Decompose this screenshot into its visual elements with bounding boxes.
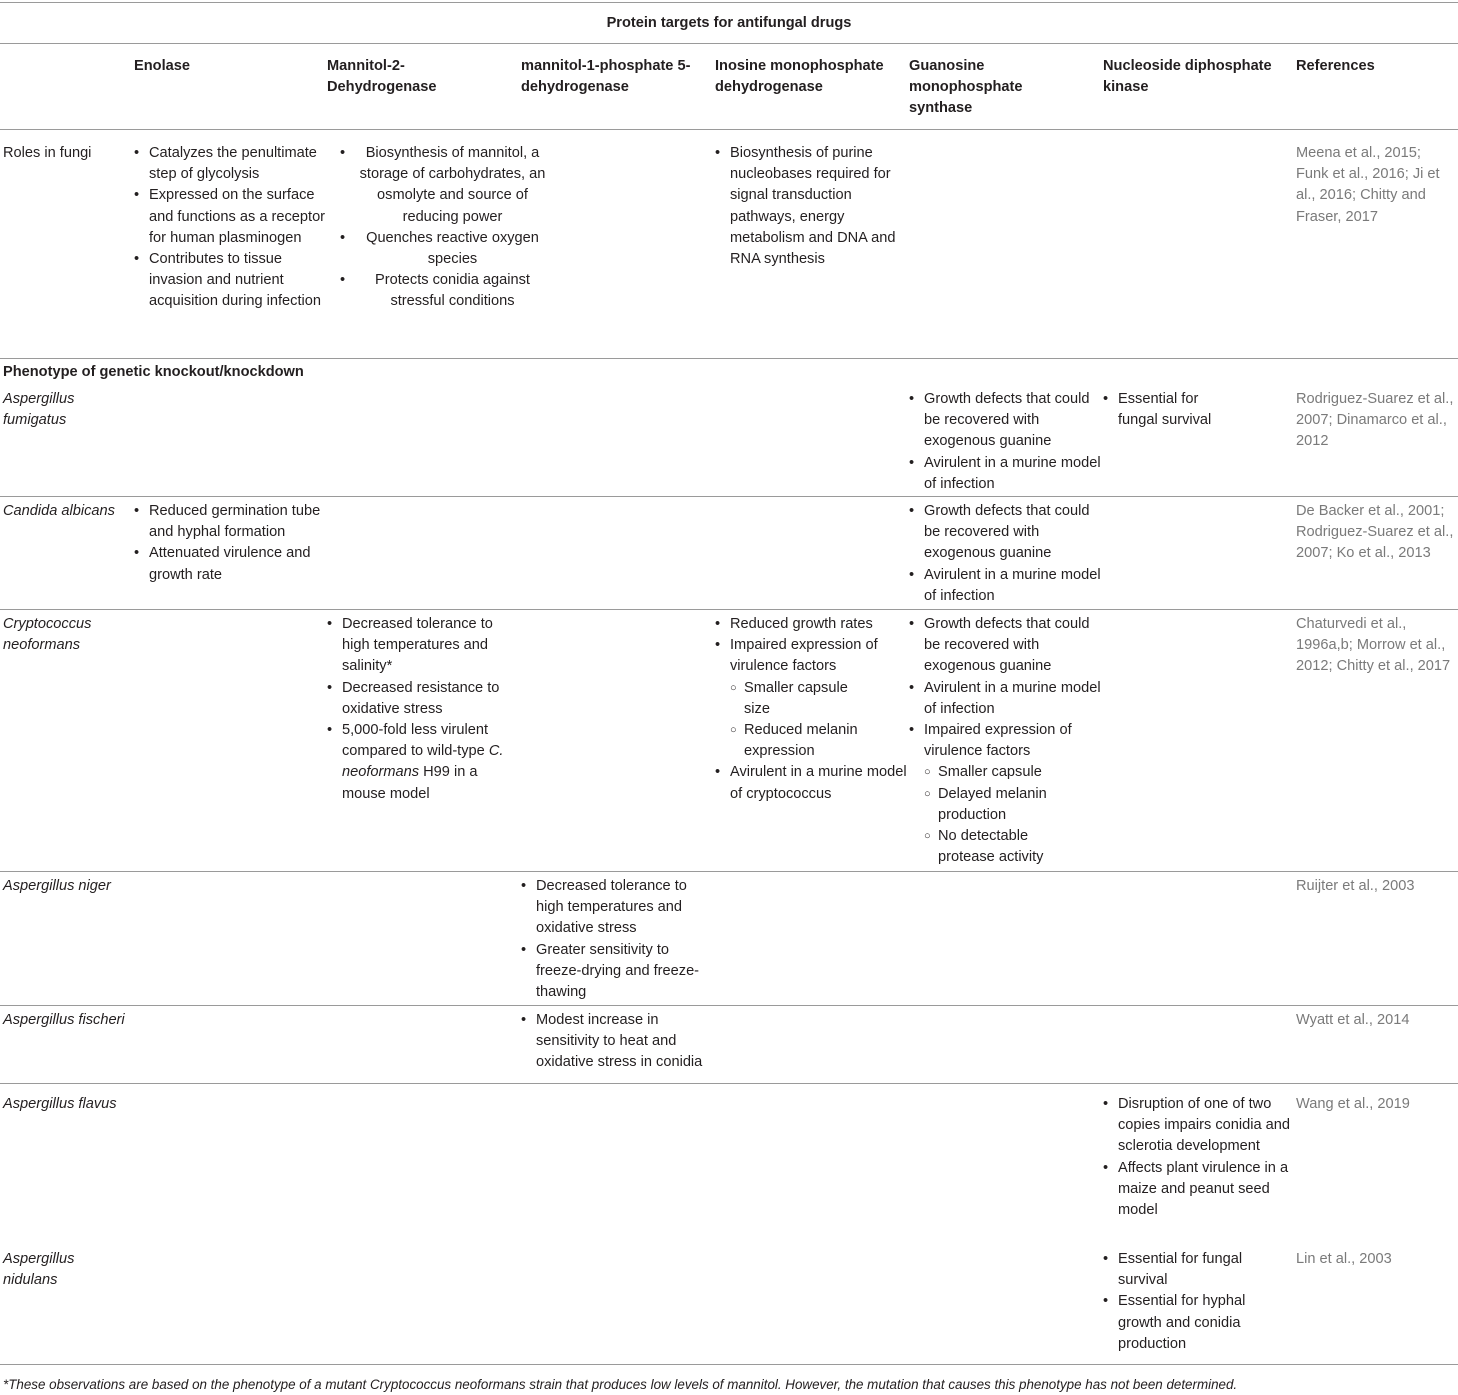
rule-before-section [0,358,1458,359]
list-item: • Essential for hyphal growth and conidia production [1103,1291,1263,1355]
list-item [715,635,907,762]
table-title: Protein targets for antifungal drugs [606,15,852,31]
list-item: • Expressed on the surface and functions as a receptor for human plasminogen [134,185,326,249]
list-item: • Biosynthesis of mannitol, a storage of carbohydrates, an osmolyte and source of reducing power [340,143,550,228]
strain-name: C. neoformans [342,743,504,781]
row-label-aspergillus-niger: Aspergillus niger [3,878,111,894]
reference-aspergillus-fumigatus: Rodriguez-Suarez et al., 2007; Dinamarco et al., 2012 [1296,391,1454,450]
sub-list-item: ○ Smaller capsule size [730,678,870,720]
afischeri-m1p-list [521,1010,714,1074]
rule-row [0,609,1458,610]
col-header-nucleoside-diphosphate-kinase: Nucleoside diphosphate kinase [1103,58,1272,96]
list-item: • Decreased tolerance to high temperatures and salinity* [327,614,507,678]
row-label-cryptococcus-neoformans: Cryptococcus neoformans [3,616,92,654]
sub-list [730,678,870,763]
list-item: • Attenuated virulence and growth rate [134,543,327,585]
roles-enolase-list [134,143,326,313]
col-header-references: References [1296,58,1375,74]
rule-row [0,496,1458,497]
row-label-aspergillus-nidulans: Aspergillus nidulans [3,1251,75,1289]
sub-list-item: ○ Reduced melanin expression [730,720,870,762]
sub-list-item: ○ Delayed melanin production [924,784,1049,826]
list-item: • Reduced germination tube and hyphal formation [134,501,327,543]
list-item: • Catalyzes the penultimate step of glycolysis [134,143,326,185]
list-item-text: 5,000-fold less virulent compared to wild-type [342,722,489,760]
aniger-m1p-list [521,876,706,1003]
list-item: • Reduced growth rates [715,614,907,635]
rule-row [0,1005,1458,1006]
sub-list-item: ○ No detectable protease activity [924,826,1049,868]
anidulans-ndk-list [1103,1249,1263,1355]
reference-aspergillus-fischeri: Wyatt et al., 2014 [1296,1012,1410,1028]
cneoformans-m2dh-list [327,614,507,805]
list-item [909,720,1102,868]
cneoformans-gmps-list [909,614,1102,868]
list-item-text: Impaired expression of virulence factors [730,637,878,675]
row-label-aspergillus-flavus: Aspergillus flavus [3,1096,117,1112]
reference-cryptococcus-neoformans: Chaturvedi et al., 1996a,b; Morrow et al., 2012; Chitty et al., 2017 [1296,616,1451,675]
cneoformans-impdh-list [715,614,907,805]
reference-aspergillus-nidulans: Lin et al., 2003 [1296,1251,1392,1267]
afumigatus-gmps-list [909,389,1102,495]
list-item: • Protects conidia against stressful conditions [340,270,550,312]
roles-impdh-list [715,143,907,270]
rule-row [0,1083,1458,1084]
calbicans-gmps-list [909,501,1102,607]
row-label-candida-albicans: Candida albicans [3,503,115,519]
reference-candida-albicans: De Backer et al., 2001; Rodriguez-Suarez et al., 2007; Ko et al., 2013 [1296,503,1454,562]
col-header-guanosine-monophosphate-synthase: Guanosine monophosphate synthase [909,58,1023,117]
list-item [327,720,507,805]
section-heading: Phenotype of genetic knockout/knockdown [3,364,304,380]
reference-aspergillus-niger: Ruijter et al., 2003 [1296,878,1415,894]
list-item: • Growth defects that could be recovered with exogenous guanine [909,614,1102,678]
rule-top [0,2,1458,3]
list-item-text: H99 in a mouse model [342,764,478,802]
list-item: • Growth defects that could be recovered with exogenous guanine [909,389,1102,453]
list-item: • Decreased resistance to oxidative stress [327,678,507,720]
col-header-enolase: Enolase [134,58,190,74]
col-header-mannitol-1-phosphate-5-dehydrogenase: mannitol-1-phosphate 5-dehydrogenase [521,58,691,96]
list-item: • Avirulent in a murine model of cryptococcus [715,762,907,804]
list-item: • Modest increase in sensitivity to heat and oxidative stress in conidia [521,1010,714,1074]
reference-aspergillus-flavus: Wang et al., 2019 [1296,1096,1410,1112]
aflavus-ndk-list [1103,1094,1295,1221]
roles-m2dh-list [340,143,550,313]
row-label-roles: Roles in fungi [3,145,92,161]
calbicans-enolase-list [134,501,327,586]
list-item-text: Impaired expression of virulence factors [924,722,1072,760]
list-item: • Avirulent in a murine model of infection [909,678,1102,720]
list-item: • Avirulent in a murine model of infection [909,565,1102,607]
reference-roles: Meena et al., 2015; Funk et al., 2016; Ji et al., 2016; Chitty and Fraser, 2017 [1296,145,1440,225]
list-item: • Growth defects that could be recovered with exogenous guanine [909,501,1102,565]
table-footnote: *These observations are based on the phenotype of a mutant Cryptococcus neoformans strain that produces low levels of mannitol. However, the mutation that causes this phenotype has not been determined. [3,1377,1238,1392]
rule-under-header [0,129,1458,130]
list-item: • Disruption of one of two copies impairs conidia and sclerotia development [1103,1094,1295,1158]
rule-under-title [0,43,1458,44]
rule-row [0,871,1458,872]
list-item: • Essential for fungal survival [1103,1249,1263,1291]
col-header-mannitol-2-dehydrogenase: Mannitol-2-Dehydrogenase [327,58,437,96]
rule-bottom [0,1364,1458,1365]
sub-list-item: ○ Smaller capsule [924,762,1049,783]
list-item: • Contributes to tissue invasion and nutrient acquisition during infection [134,249,326,313]
list-item: • Quenches reactive oxygen species [340,228,550,270]
list-item: • Avirulent in a murine model of infection [909,453,1102,495]
list-item: • Essential for fungal survival [1103,389,1223,431]
row-label-aspergillus-fumigatus: Aspergillus fumigatus [3,391,75,429]
list-item: • Decreased tolerance to high temperatures and oxidative stress [521,876,706,940]
list-item: • Biosynthesis of purine nucleobases required for signal transduction pathways, energy metabolism and DNA and RNA synthesis [715,143,907,270]
afumigatus-ndk-list [1103,389,1223,431]
list-item: • Greater sensitivity to freeze-drying and freeze-thawing [521,940,706,1004]
list-item: • Affects plant virulence in a maize and peanut seed model [1103,1158,1295,1222]
sub-list [924,762,1049,868]
col-header-inosine-monophosphate-dehydrogenase: Inosine monophosphate dehydrogenase [715,58,884,96]
row-label-aspergillus-fischeri: Aspergillus fischeri [3,1012,125,1028]
